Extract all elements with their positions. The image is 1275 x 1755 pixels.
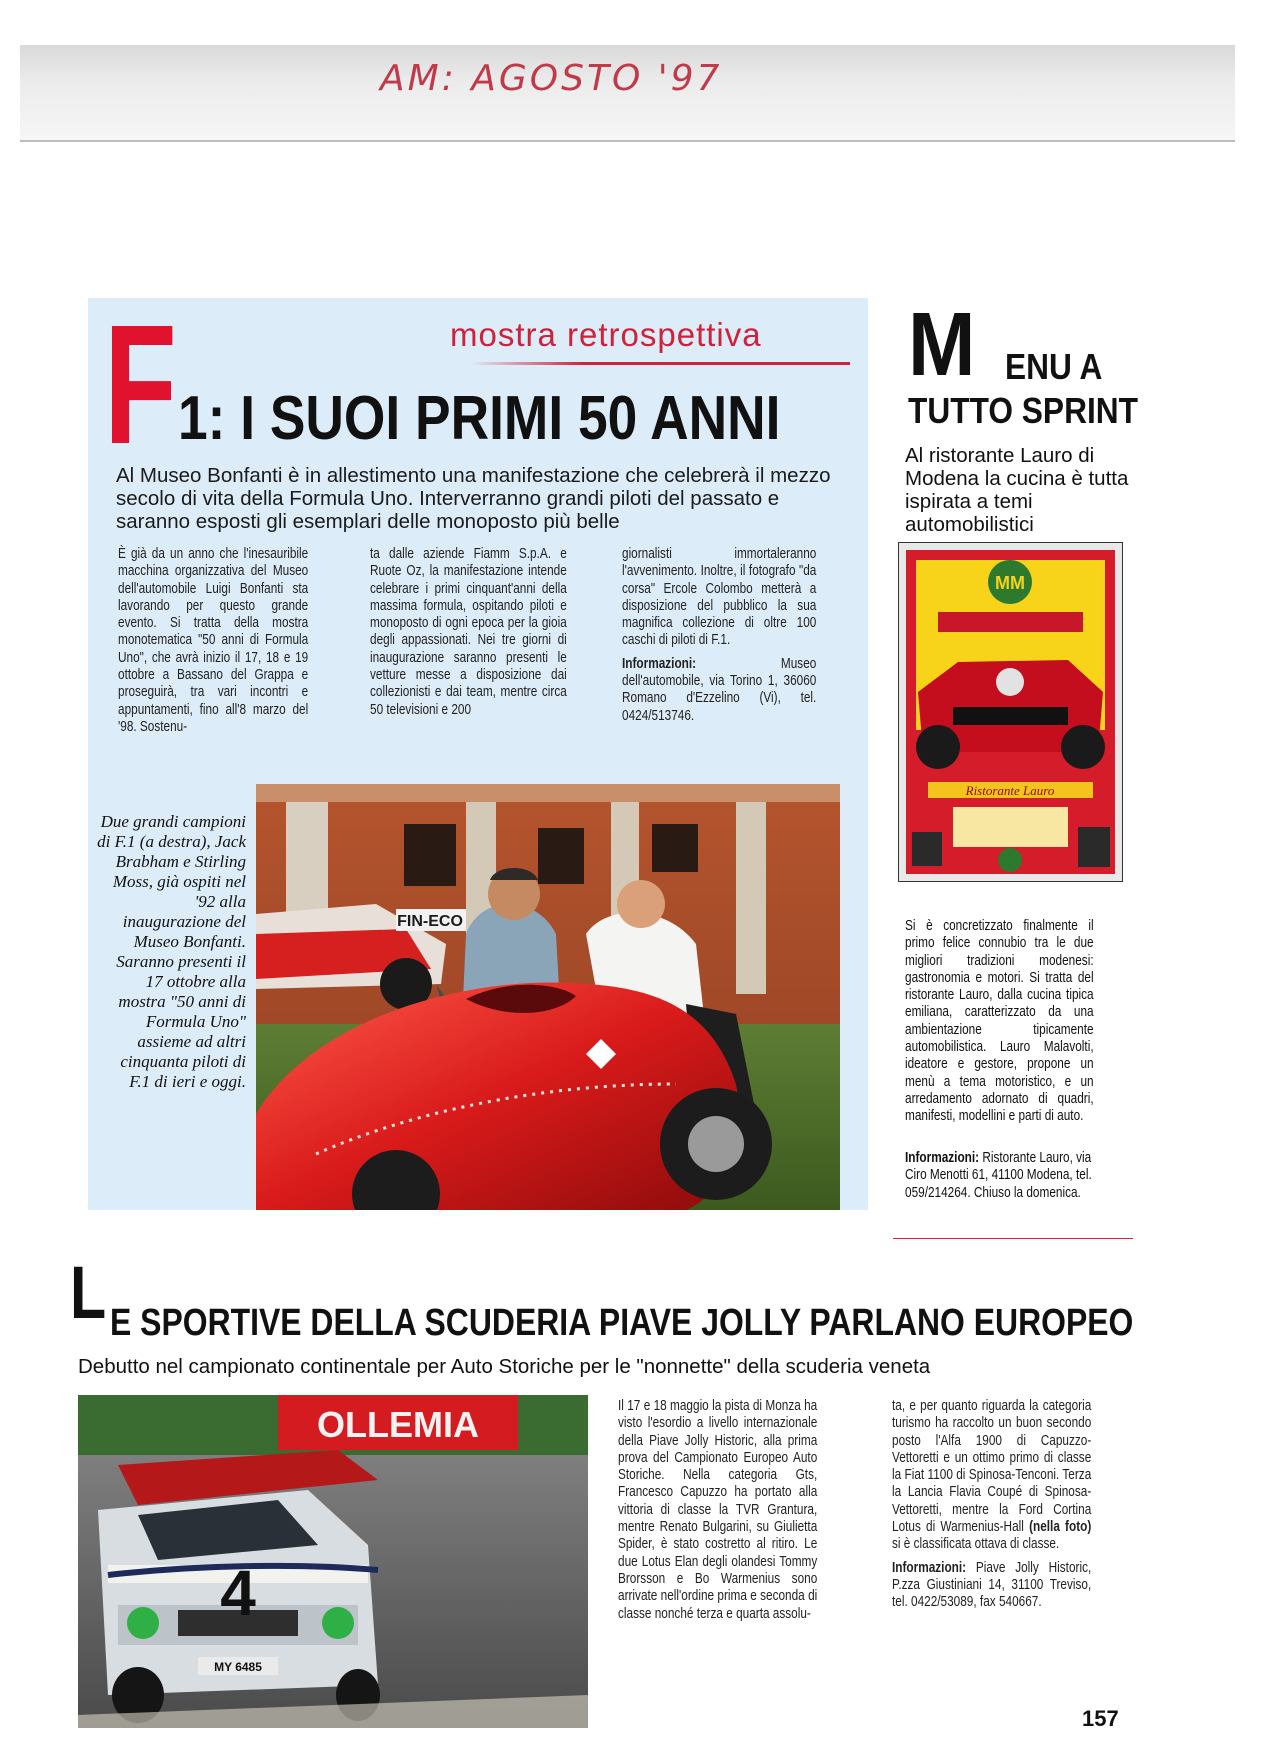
article2-column-2-end: si è classificata ottava di classe. xyxy=(892,1536,1060,1553)
photo-brabham-moss xyxy=(256,784,840,1210)
kicker-underline xyxy=(470,362,850,365)
sidebar-rule xyxy=(893,1238,1133,1239)
article2-title: E SPORTIVE DELLA SCUDERIA PIAVE JOLLY PARLANO EUROPEO xyxy=(110,1302,1134,1344)
article1-info-label: Informazioni: xyxy=(622,655,697,672)
article2-title-initial: L xyxy=(70,1251,107,1334)
article1-info xyxy=(622,656,816,725)
article2-info-text: Piave Jolly Historic, P.zza Giustiniani 14, 31100 Treviso, tel. 0422/53089, fax 540667. xyxy=(892,1559,1092,1611)
article2-photo-reference: (nella foto) xyxy=(1029,1519,1092,1536)
page-number: 157 xyxy=(1082,1706,1119,1731)
photo-ford-cortina xyxy=(78,1395,588,1728)
menu-cover-logo: MM xyxy=(995,573,1025,593)
car-plate: MY 6485 xyxy=(214,1660,262,1674)
article1-column-2: ta dalle aziende Fiamm S.p.A. e Ruote Oz, la manifestazione intende celebrare i primi cinquant'anni della massima formula, ospitando piloti e monoposto di ogni epoca per la gioia degli appassionati. Nei tre giorni di inaugurazione saranno presenti le vetture messe a disposizione dai collezionisti e dai team, mentre circa 50 televisioni e 200 xyxy=(370,546,567,718)
article1-column-3-text: giornalisti immortaleranno l'avvenimento. Inoltre, il fotografo "da corsa" Ercole Colombo metterà a disposizione del pubblico la sua magnifica collezione di oltre 100 caschi di piloti di F.1. xyxy=(622,546,817,649)
article2-column-2 xyxy=(892,1398,1091,1612)
article1-column-3 xyxy=(622,546,816,725)
scan-edge-line xyxy=(20,140,1235,142)
car-number: 4 xyxy=(220,1557,256,1629)
sidebar-title-line1: ENU A xyxy=(1005,346,1103,387)
article2-info-label: Informazioni: xyxy=(892,1559,967,1576)
article1-deck: Al Museo Bonfanti è in allestimento una manifestazione che celebrerà il mezzo secolo di vita della Formula Uno. Interverranno grandi piloti del passato e saranno esposti gli esemplari delle monoposto più belle xyxy=(116,464,831,533)
sidebar-info-text: Ristorante Lauro, via Ciro Menotti 61, 41100 Modena, tel. 059/214264. Chiuso la domenica. xyxy=(905,1150,1092,1201)
sidebar-title-initial: M xyxy=(908,295,976,395)
article2-info xyxy=(892,1560,1091,1612)
photo-brabham-moss-drawing xyxy=(256,784,840,1210)
article2-column-1: Il 17 e 18 maggio la pista di Monza ha visto l'esordio a livello internazionale della Piave Jolly Historic, alla prima prova del Campionato Europeo Auto Storiche. Nella categoria Gts, Francesco Capuzzo ha portato alla vittoria di classe la TVR Grantura, mentre Renato Bulgarini, su Giulietta Spider, è stato costretto al ritiro. Le due Lotus Elan degli olandesi Tommy Brorsson e Bo Warmenius sono arrivate nell'ordine prima e seconda di classe nonché terza e quarta assolu- xyxy=(618,1398,818,1622)
menu-cover-script: Ristorante Lauro xyxy=(965,783,1055,798)
menu-cover-drawing xyxy=(898,542,1123,882)
article1-kicker: mostra retrospettiva xyxy=(450,316,762,353)
sidebar-deck: Al ristorante Lauro di Modena la cucina è tutta ispirata a temi automobilistici xyxy=(905,444,1129,536)
article1-title: 1: I SUOI PRIMI 50 ANNI xyxy=(178,384,781,453)
article1-info-text: Museo dell'automobile, via Torino 1, 36060 Romano d'Ezzelino (Vi), tel. 0424/513746. xyxy=(622,655,817,724)
article1-column-1: È già da un anno che l'inesauribile macchina organizzativa del Museo dell'automobile Luigi Bonfanti sta lavorando per questo grande evento. Si tratta della mostra monotematica "50 anni di Formula Uno", che avrà inizio il 17, 18 e 19 ottobre a Bassano del Grappa e proseguirà, tra vari incontri e appuntamenti, fino all'8 marzo del '98. Sostenu- xyxy=(118,546,309,735)
article2-column-2-text: ta, e per quanto riguarda la categoria turismo ha raccolto un buon secondo posto l'Alfa 1900 di Capuzzo-Vettoretti e un ottimo primo di classe la Fiat 1100 di Spinosa-Tenconi. Terza la Lancia Flavia Coupé di Spinosa-Vettoretti, mentre la Ford Cortina Lotus di Warmenius-Hall xyxy=(892,1398,1092,1536)
sidebar-info-label: Informazioni: xyxy=(905,1150,980,1166)
photo-ford-cortina-drawing xyxy=(78,1395,588,1728)
sidebar-title-line2: TUTTO SPRINT xyxy=(908,390,1138,431)
handwritten-note: AM: AGOSTO '97 xyxy=(380,58,723,99)
sidebar-info xyxy=(905,1150,1094,1202)
article2-deck: Debutto nel campionato continentale per Auto Storiche per le "nonnette" della scuderia veneta xyxy=(78,1355,931,1378)
article1-photo-caption: Due grandi campioni di F.1 (a destra), Jack Brabham e Stirling Moss, già ospiti nel '92 alla inaugurazione del Museo Bonfanti. Saranno presenti il 17 ottobre alla mostra "50 anni di Formula Uno" assieme ad altri cinquanta piloti di F.1 di ieri e oggi. xyxy=(97,812,246,1091)
photo-banner-text: OLLEMIA xyxy=(317,1404,479,1445)
sidebar-body: Si è concretizzato finalmente il primo felice connubio tra le due migliori tradizioni modenesi: gastronomia e motori. Si tratta del ristorante Lauro, dalla cucina tipica emiliana, caratterizzato da una ambientazione tipicamente automobilistica. Lauro Malavolti, ideatore e gestore, propone un menù a tema motoristico, e un arredamento adornato di quadri, manifesti, modellini e parti di auto. xyxy=(905,918,1094,1125)
photo-sign: FIN-ECO xyxy=(397,913,463,930)
menu-cover-image xyxy=(898,542,1123,882)
article1-title-initial: F xyxy=(104,290,177,480)
